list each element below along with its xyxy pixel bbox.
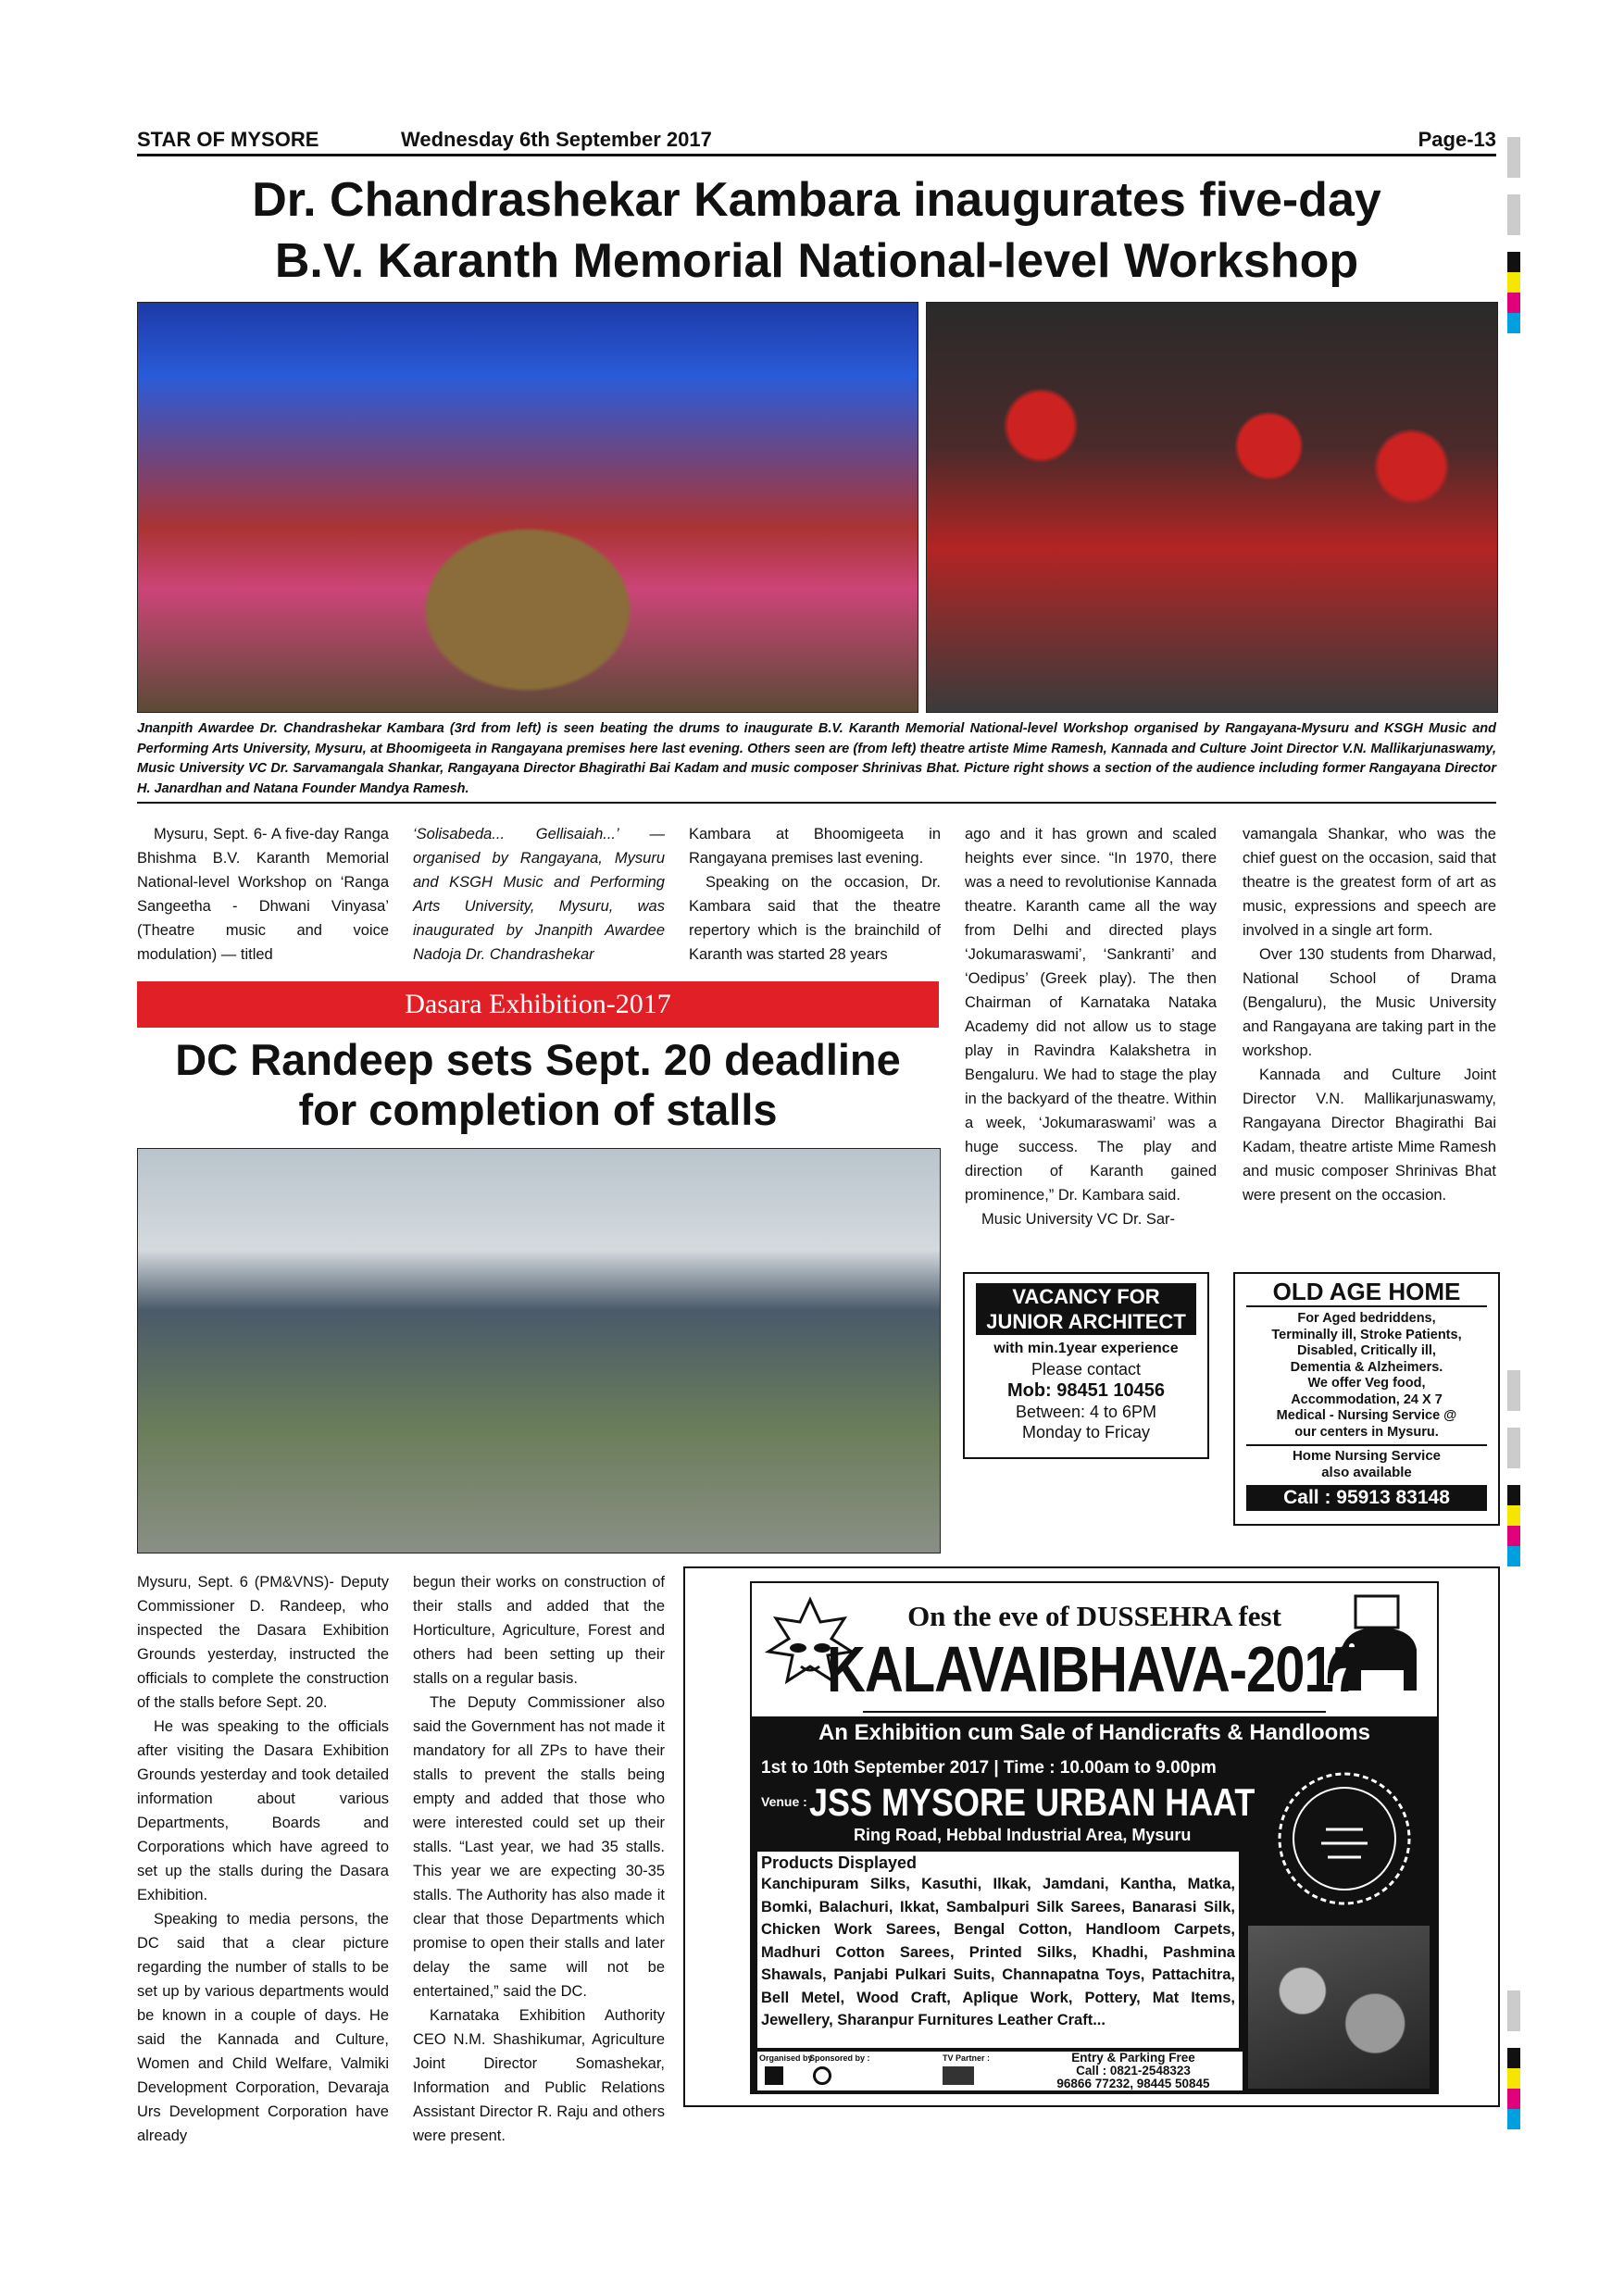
issue-date: Wednesday 6th September 2017 bbox=[401, 128, 712, 151]
exhibition-inspection-photo bbox=[137, 1148, 941, 1554]
second-headline-line2: for completion of stalls bbox=[298, 1085, 778, 1134]
kalavaibhava-seal-icon bbox=[1270, 1765, 1418, 1922]
second-col-2-text-2: The Deputy Commissioner also said the Government has not made it mandatory for all ZPs to have their stalls to prevent the stalls being empty and added that those who were interested could set up their stalls. “Last year, we had 35 stalls. This year we are expecting 30-35 stalls. The Authority has also made it clear that those Departments which promise to open their stalls and later delay the same will not be entertained,” said the DC. bbox=[413, 1694, 665, 2000]
oldage-line-1: For Aged bedriddens, bbox=[1297, 1311, 1436, 1326]
second-col-2-text-1: begun their works on construction of their stalls and added that the Horticulture, Agriculture, Forest and others had been setting up their stalls on a regular basis. bbox=[413, 1574, 665, 1687]
lead-col-3 bbox=[689, 822, 941, 967]
lead-col-5-text-2: Over 130 students from Dharwad, National School of Drama (Bengaluru), the Music University and Rangayana are taking part in the workshop. bbox=[1243, 946, 1496, 1059]
paper-name: STAR OF MYSORE bbox=[137, 128, 319, 151]
oldage-line-9: Home Nursing Service bbox=[1292, 1448, 1442, 1464]
section-banner: Dasara Exhibition-2017 bbox=[137, 981, 939, 1028]
lead-col-5 bbox=[1243, 822, 1496, 1207]
vacancy-ad bbox=[963, 1272, 1209, 1459]
ad-phones: 96866 77232, 98445 50845 bbox=[1056, 2077, 1210, 2090]
registration-marks-middle bbox=[1507, 1370, 1520, 1566]
second-col-1-text-1: Mysuru, Sept. 6 (PM&VNS)- Deputy Commissioner D. Randeep, who inspected the Dasara Exhibition Grounds yesterday, instructed the officials to complete the construction of the stalls before Sept. 20. bbox=[137, 1574, 389, 1711]
oldage-line-4: Dementia & Alzheimers. bbox=[1290, 1359, 1443, 1375]
oldage-line-10: also available bbox=[1321, 1465, 1412, 1480]
vacancy-title-1: VACANCY FOR bbox=[976, 1283, 1196, 1309]
second-headline-line1: DC Randeep sets Sept. 20 deadline bbox=[175, 1035, 901, 1084]
tv-partner-logo-icon bbox=[943, 2066, 974, 2085]
lead-col-1 bbox=[137, 822, 389, 967]
ad-title-underline bbox=[863, 1711, 1326, 1713]
lead-col-4 bbox=[965, 822, 1217, 1231]
page-number: Page-13 bbox=[1418, 128, 1496, 151]
ad-address: Ring Road, Hebbal Industrial Area, Mysuru bbox=[854, 1826, 1192, 1844]
oldage-line-8: our centers in Mysuru. bbox=[1294, 1424, 1439, 1440]
ad-venue: JSS MYSORE URBAN HAAT bbox=[809, 1780, 1255, 1825]
vacancy-phone: Mob: 98451 10456 bbox=[1006, 1380, 1166, 1401]
ad-footer bbox=[757, 2052, 1243, 2090]
oldage-line-6: Accommodation, 24 X 7 bbox=[1291, 1391, 1443, 1407]
oldage-line-5: We offer Veg food, bbox=[1307, 1376, 1426, 1391]
lead-col-5-text-1: vamangala Shankar, who was the chief guest on the occasion, said that theatre is the greatest form of art as music, expressions and speech are involved in a single art form. bbox=[1243, 826, 1496, 939]
vacancy-title-2: JUNIOR ARCHITECT bbox=[976, 1309, 1196, 1335]
ad-tv-partner: TV Partner : bbox=[943, 2053, 991, 2063]
oldage-title: OLD AGE HOME bbox=[1246, 1278, 1487, 1307]
kalavaibhava-ad bbox=[750, 1581, 1439, 2094]
registration-marks-top bbox=[1507, 137, 1520, 333]
vacancy-line-2: Please contact bbox=[1031, 1360, 1142, 1379]
second-col-1-text-2: He was speaking to the officials after visiting the Dasara Exhibition Grounds yesterday and took detailed information about various Departments, Boards and Corporations which have agreed to set up the stalls during the Dasara Exhibition. bbox=[137, 1718, 389, 1903]
ad-eve-line: On the eve of DUSSEHRA fest bbox=[907, 1600, 1281, 1632]
lead-col-1-text: Mysuru, Sept. 6- A five-day Ranga Bhishma B.V. Karanth Memorial National-level Workshop on ‘Ranga Sangeetha - Dhwani Vinyasa’ (Theatre music and voice modulation) — titled bbox=[137, 826, 389, 963]
craft-images bbox=[1248, 1926, 1430, 2089]
ad-organised-by: Organised by : bbox=[759, 2053, 818, 2063]
audience-photo bbox=[926, 302, 1498, 713]
lead-col-2-text: ‘Solisabeda... Gellisaiah...’ — organised by Rangayana, Mysuru and KSGH Music and Performing Arts University, Mysuru, was inaugurated by Jnanpith Awardee Nadoja Dr. Chandrashekar bbox=[413, 826, 665, 963]
second-col-1-text-3: Speaking to media persons, the DC said that a clear picture regarding the number of stalls to be set up by various departments would be known in a couple of days. He said the Kannada and Culture, Women and Child Welfare, Valmiki Development Corporation, Devaraja Urs Development Corporation have already bbox=[137, 1911, 389, 2144]
ad-title: KALAVAIBHAVA-2017 bbox=[826, 1633, 1363, 1706]
ad-entry: Entry & Parking Free bbox=[1071, 2051, 1195, 2065]
lead-col-4-text-1: ago and it has grown and scaled heights ever since. “In 1970, there was a need to revolutionise Kannada theatre. Karanth came all the way from Delhi and directed plays ‘Jokumaraswami’, ‘Sankranti’ and ‘Oedipus’ (Greek play). The then Chairman of Karnataka Nataka Academy did not allow us to stage play in Ravindra Kalakshetra in Bengaluru. We had to stage the play in the backyard of the theatre. Within a week, ‘Jokumaraswami’ was a huge success. The play and direction of Karanth gained prominence,” Dr. Kambara said. bbox=[965, 826, 1217, 1204]
masthead bbox=[137, 128, 1496, 156]
oldage-line-7: Medical - Nursing Service @ bbox=[1276, 1408, 1457, 1423]
lead-col-4-text-2: Music University VC Dr. Sar- bbox=[981, 1211, 1176, 1228]
lead-headline-line2: B.V. Karanth Memorial National-level Workshop bbox=[274, 234, 1359, 288]
ad-sponsored-by: Sponsored by : bbox=[809, 2053, 870, 2063]
vacancy-line-1: with min.1year experience bbox=[993, 1341, 1179, 1356]
sponsor-logo-icon bbox=[813, 2066, 831, 2085]
lead-col-3-text-2: Speaking on the occasion, Dr. Kambara said that the theatre repertory which is the brainchild of Karanth was started 28 years bbox=[689, 874, 941, 963]
oldage-line-2: Terminally ill, Stroke Patients, bbox=[1271, 1327, 1462, 1342]
lead-col-3-text-1: Kambara at Bhoomigeeta in Rangayana premises last evening. bbox=[689, 826, 941, 867]
organiser-logo-icon bbox=[765, 2066, 783, 2085]
ad-subtitle: An Exhibition cum Sale of Handicrafts & Handlooms bbox=[752, 1716, 1437, 1750]
lead-headline-line1: Dr. Chandrashekar Kambara inaugurates five-day bbox=[252, 173, 1381, 227]
inauguration-photo bbox=[137, 302, 918, 713]
vacancy-line-4: Monday to Fricay bbox=[1021, 1423, 1151, 1441]
second-col-2-text-3: Karnataka Exhibition Authority CEO N.M. Shashikumar, Agriculture Joint Director Somashekar, Information and Public Relations Assistant Director R. Raju and others were present. bbox=[413, 2007, 665, 2144]
ad-products-list: Kanchipuram Silks, Kasuthi, Ilkak, Jamdani, Kantha, Matka, Bomki, Balachuri, Ikkat, Sambalpuri Silk Sarees, Banarasi Silk, Chicken Work Sarees, Bengal Cotton, Handloom Carpets, Madhuri Cotton Sarees, Printed Silks, Khadhi, Pashmina Shawals, Panjabi Pulkari Suits, Channapatna Toys, Pattachitra, Bell Metel, Wood Craft, Aplique Work, Pottery, Mat Items, Jewellery, Sharanpur Furnitures Leather Craft... bbox=[761, 1876, 1235, 2028]
lead-col-5-text-3: Kannada and Culture Joint Director V.N. Mallikarjunaswamy, Rangayana Director Bhagirathi Bai Kadam, theatre artiste Mime Ramesh and music composer Shrinivas Bhat were present on the occasion. bbox=[1243, 1067, 1496, 1204]
oldage-call: Call : 95913 83148 bbox=[1246, 1485, 1487, 1511]
oldage-line-3: Disabled, Critically ill, bbox=[1297, 1343, 1436, 1358]
ad-venue-label: Venue : bbox=[761, 1794, 807, 1809]
registration-marks-bottom bbox=[1507, 1990, 1520, 2129]
ad-dates: 1st to 10th September 2017 | Time : 10.00am to 9.00pm bbox=[761, 1758, 1217, 1778]
lead-col-2 bbox=[413, 822, 665, 967]
ad-call: Call : 0821-2548323 bbox=[1076, 2064, 1191, 2078]
vacancy-line-3: Between: 4 to 6PM bbox=[1015, 1403, 1157, 1421]
second-col-2 bbox=[413, 1570, 665, 2148]
photo-caption: Jnanpith Awardee Dr. Chandrashekar Kambara (3rd from left) is seen beating the drums to inaugurate B.V. Karanth Memorial National-level Workshop organised by Rangayana-Mysuru and KSGH Music and Performing Arts University, Mysuru, at Bhoomigeeta in Rangayana premises here last evening. Others seen are (from left) theatre artiste Mime Ramesh, Kannada and Culture Joint Director V.N. Mallikarjunaswamy, Music University VC Dr. Sarvamangala Shankar, Rangayana Director Bhagirathi Bai Kadam and music composer Shrinivas Bhat. Picture right shows a section of the audience including former Rangayana Director H. Janardhan and Natana Founder Mandya Ramesh. bbox=[137, 719, 1496, 804]
kalavaibhava-ad-frame bbox=[683, 1566, 1500, 2107]
old-age-home-ad bbox=[1233, 1272, 1500, 1526]
second-col-1 bbox=[137, 1570, 389, 2148]
ad-products-label: Products Displayed bbox=[761, 1853, 918, 1872]
ad-products-box bbox=[757, 1852, 1239, 2048]
